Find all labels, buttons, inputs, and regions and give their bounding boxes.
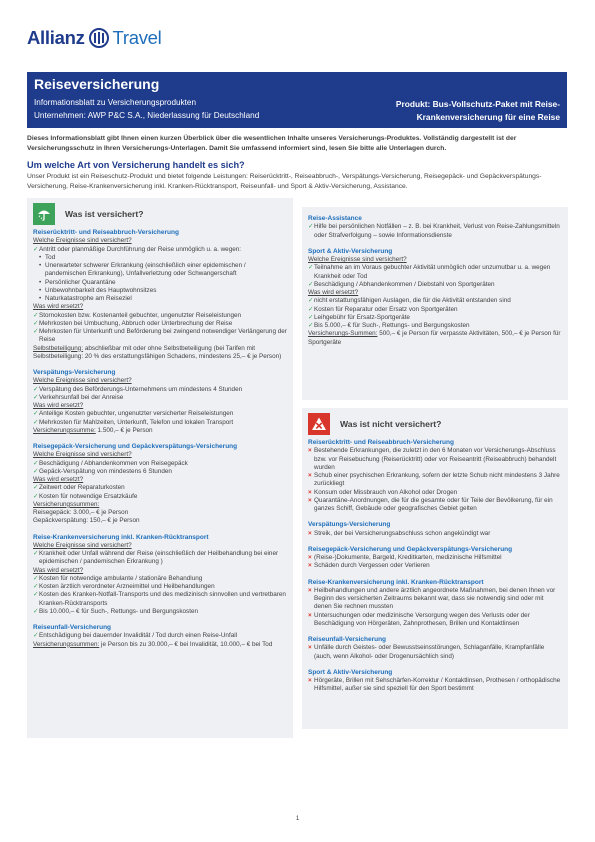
list-item-text: Unbewohnbarkeit des Hauptwohnsitzes xyxy=(45,286,157,294)
check-icon: ✓ xyxy=(33,418,39,426)
question-title: Um welche Art von Versicherung handelt es sich? xyxy=(27,160,245,170)
insured-panel-continued xyxy=(302,207,568,400)
list-item xyxy=(33,550,287,567)
list-item xyxy=(33,279,287,287)
logo-product: Travel xyxy=(112,27,162,48)
check-icon: ✓ xyxy=(33,550,39,557)
subheading: Versicherungssummen: xyxy=(33,500,100,508)
check-icon: ✓ xyxy=(308,223,314,231)
section-heading: Verspätungs-Versicherung xyxy=(33,369,116,376)
spacer xyxy=(33,435,287,440)
check-icon: ✓ xyxy=(308,313,314,321)
not-insured-list xyxy=(308,439,562,694)
list-item-text: Unerwarteter schwerer Erkrankung (einschließlich einer epidemischen / pandemischen Erkrankung), Unfallverletzung oder Schwangerschaft xyxy=(45,262,246,278)
umbrella-icon xyxy=(33,203,55,225)
list-item xyxy=(33,608,287,616)
list-item-text: Anteilige Kosten gebuchter, ungenutzter versicherter Reiseleistungen xyxy=(39,410,234,418)
cross-icon: × xyxy=(308,611,312,619)
list-item-text: Krankheit oder Unfall während der Reise (einschließlich der Heilbehandlung bei einer epidemischen / pandemischen Erkrankung ) xyxy=(39,550,279,566)
list-item xyxy=(308,612,562,629)
info-line: Versicherungssummen: je Person bis zu 30.000,– € bei Invalidität, 10.000,– € bei Tod xyxy=(33,640,273,648)
list-item xyxy=(308,497,562,514)
list-item-text: Gepäck-Verspätung von mindestens 6 Stunden xyxy=(39,467,172,475)
spacer xyxy=(308,240,562,245)
list-item-text: Leihgebühr für Ersatz-Sportgeräte xyxy=(314,313,410,321)
list-item-text: Kosten für Reparatur oder Ersatz von Sportgeräten xyxy=(314,305,458,313)
list-item-text: Verkehrsunfall bei der Anreise xyxy=(39,393,124,401)
list-item-text: nicht erstattungsfähigen Auslagen, die für die Aktivität entstanden sind xyxy=(314,297,511,305)
info-line: Reisegepäck: 3.000,– € je Person xyxy=(33,509,129,516)
info-line: Versicherungssumme: 1.500,– € je Person xyxy=(33,426,153,434)
list-item xyxy=(33,493,287,501)
list-item-text: Naturkatastrophe am Reiseziel xyxy=(45,295,132,302)
list-item-text: (Reise-)Dokumente, Bargeld, Kreditkarten, medizinische Hilfsmittel xyxy=(314,554,502,561)
banner-product: Produkt: Bus-Vollschutz-Paket mit Reise-Krankenversicherung für eine Reise xyxy=(395,99,560,122)
check-icon: ✓ xyxy=(33,459,39,467)
title-banner xyxy=(27,72,567,128)
cross-icon: × xyxy=(308,644,312,652)
check-icon: ✓ xyxy=(308,264,314,272)
check-icon: ✓ xyxy=(33,467,39,475)
list-item-text: Bestehende Erkrankungen, die zuletzt in den 6 Monaten vor Versicherungs-Abschluss bzw. vor Reisebuchung (Reiserücktritt) oder vor Reiseantritt (Reiseabbruch) behandelt wurden xyxy=(314,447,557,471)
not-insured-panel xyxy=(302,408,568,729)
list-item xyxy=(33,254,287,262)
bullet-icon: • xyxy=(39,295,42,302)
list-item xyxy=(308,530,562,538)
check-icon: ✓ xyxy=(33,583,39,590)
list-item xyxy=(308,644,562,661)
insured-list xyxy=(33,229,287,649)
check-icon: ✓ xyxy=(33,484,39,492)
not-insured-heading: Was ist nicht versichert? xyxy=(340,418,442,429)
not-insured-header xyxy=(308,413,562,435)
list-item xyxy=(308,281,562,289)
list-item xyxy=(308,306,562,314)
list-item xyxy=(33,460,287,468)
cross-icon: × xyxy=(308,488,312,496)
list-item xyxy=(308,472,562,489)
section-heading: Reiseunfall-Versicherung xyxy=(33,624,112,631)
cross-icon: × xyxy=(308,472,312,479)
list-item-text: Quarantäne-Anordnungen, die für die gesamte oder für Teile der Bevölkerung, für ein ganzes Schiff, Gebäude oder geografisches Gebiet gelten xyxy=(314,496,553,512)
check-icon: ✓ xyxy=(308,297,314,305)
warning-icon xyxy=(308,413,330,435)
list-item xyxy=(33,468,287,476)
list-item xyxy=(33,246,287,254)
list-item-text: Entschädigung bei dauernder Invalidität / Tod durch einen Reise-Unfall xyxy=(39,632,238,640)
check-icon: ✓ xyxy=(33,410,39,418)
check-icon: ✓ xyxy=(308,322,314,329)
list-item-text: Kosten des Kranken-Notfall-Transports und des medizinisch sinnvollen und vertretbaren Kranken-Rücktransports xyxy=(39,591,286,607)
bullet-icon: • xyxy=(39,262,42,269)
check-icon: ✓ xyxy=(33,311,39,319)
list-item-text: Teilnahme an im Voraus gebuchter Aktivität unmöglich oder unzumutbar u. a. wegen Krankheit oder Tod xyxy=(314,264,551,280)
cross-icon: × xyxy=(308,554,312,561)
intro-text: Dieses Informationsblatt gibt Ihnen einen kurzen Überblick über die wesentlichen Inhalte unseres Versicherungs-Produktes. Vollständig dargestellt ist der Versicherungsschutz in Ihren Versicherungs-Unterlagen. Damit Sie umfassend informiert sind, lesen Sie bitte alle Unterlagen durch. xyxy=(27,135,517,152)
list-item-text: Untersuchungen oder medizinische Versorgung wegen des Verlusts oder der Beschädigung von Hörgeräten, Zahnprothesen, Brillen und Kontaktlinsen xyxy=(314,611,530,627)
list-item-text: Streik, der bei Versicherungsabschluss schon angekündigt war xyxy=(314,529,491,537)
allianz-travel-logo xyxy=(27,26,161,50)
spacer xyxy=(308,538,562,543)
section-heading: Reisegepäck-Versicherung und Gepäckverspätungs-Versicherung xyxy=(33,443,238,450)
cross-icon: × xyxy=(308,447,312,455)
list-item xyxy=(308,489,562,497)
info-line: Gepäckverspätung: 150,– € je Person xyxy=(33,517,140,525)
spacer xyxy=(308,513,562,518)
info-line: Selbstbeteiligung: abschließbar mit oder ohne Selbstbeteiligung (bei Tarifen mit Selbstbeteiligung: 20 % des erstattungsfähigen Schadens, mindestens 25,– € je Person) xyxy=(33,344,282,360)
list-item-text: Bis 10.000,– € für Such-, Rettungs- und Bergungskosten xyxy=(39,607,199,615)
section-heading: Reiserücktritt- und Reiseabbruch-Versicherung xyxy=(33,229,179,236)
section-heading: Sport & Aktiv-Versicherung xyxy=(308,668,393,676)
list-item-text: Unfälle durch Geistes- oder Bewusstseinsstörungen, Schlaganfälle, Krampfanfälle (auch, wenn Alkohol- oder Drogenursächlich sind) xyxy=(314,644,545,660)
check-icon: ✓ xyxy=(33,245,39,253)
list-item-text: Konsum oder Missbrauch von Alkohol oder Drogen xyxy=(314,488,458,496)
spacer xyxy=(33,361,287,366)
list-item xyxy=(33,394,287,402)
list-item xyxy=(308,677,562,694)
allianz-eagle-icon xyxy=(89,28,109,48)
check-icon: ✓ xyxy=(308,280,314,288)
section-heading: Reiserücktritt- und Reiseabbruch-Versicherung xyxy=(308,439,454,446)
list-item xyxy=(308,264,562,281)
subheading: Was wird ersetzt? xyxy=(308,289,359,296)
banner-company: Unternehmen: AWP P&C S.A., Niederlassung für Deutschland xyxy=(34,111,260,120)
section-heading: Verspätungs-Versicherung xyxy=(308,521,391,529)
list-item xyxy=(33,295,287,303)
section-heading: Reiseunfall-Versicherung xyxy=(308,636,387,643)
check-icon: ✓ xyxy=(308,305,314,313)
page-number: 1 xyxy=(295,816,300,822)
list-item xyxy=(33,632,287,640)
list-item-text: Beschädigung / Abhandenkommen von Reisegepäck xyxy=(39,459,188,467)
list-item xyxy=(33,484,287,492)
list-item-text: Verspätung des Beförderungs-Unternehmens um mindestens 4 Stunden xyxy=(39,385,243,393)
list-item xyxy=(33,410,287,418)
list-item xyxy=(33,328,287,345)
check-icon: ✓ xyxy=(33,492,39,500)
insured-panel xyxy=(27,198,293,738)
list-item-text: Kosten für notwendige Ersatzkäufe xyxy=(39,492,138,500)
list-item-text: Schäden durch Vergessen oder Verlieren xyxy=(314,562,430,570)
spacer xyxy=(308,628,562,633)
list-item-text: Kosten für notwendige ambulante / stationäre Behandlung xyxy=(39,574,203,582)
list-item xyxy=(308,322,562,330)
check-icon: ✓ xyxy=(33,319,39,327)
cross-icon: × xyxy=(308,586,312,594)
list-item xyxy=(33,312,287,320)
info-line: Versicherungs-Summen: 500,– € je Person für verpasste Aktivitäten, 500,– € je Person für Sportgeräte xyxy=(308,330,561,346)
section-heading: Reise-Krankenversicherung inkl. Kranken-Rücktransport xyxy=(33,533,209,541)
section-heading: Reise-Assistance xyxy=(308,215,362,222)
insured-list-continued xyxy=(308,215,562,347)
list-item-text: Tod xyxy=(45,253,56,261)
subheading: Was wird ersetzt? xyxy=(33,402,84,409)
check-icon: ✓ xyxy=(33,393,39,401)
spacer xyxy=(33,616,287,621)
list-item xyxy=(33,287,287,295)
list-item-text: Bis 5.000,– € für Such-, Rettungs- und Bergungskosten xyxy=(314,322,470,329)
list-item-text: Zeitwert oder Reparaturkosten xyxy=(39,484,125,492)
subheading: Was wird ersetzt? xyxy=(33,303,84,311)
list-item xyxy=(33,583,287,591)
list-item-text: Mehrkosten für Mahlzeiten, Unterkunft, Telefon und lokalen Transport xyxy=(39,418,234,426)
bullet-icon: • xyxy=(39,278,42,286)
cross-icon: × xyxy=(308,677,312,684)
list-item xyxy=(308,297,562,305)
list-item-text: Hilfe bei persönlichen Notfällen – z. B. bei Krankheit, Verlust von Reise-Zahlungsmitteln oder Strafverfolgung – sowie Informationsdienste xyxy=(314,223,560,239)
subheading: Welche Ereignisse sind versichert? xyxy=(33,541,132,549)
check-icon: ✓ xyxy=(33,574,39,582)
insured-header xyxy=(33,203,287,225)
check-icon: ✓ xyxy=(33,591,39,599)
spacer xyxy=(308,661,562,666)
list-item-text: Persönlicher Quarantäne xyxy=(45,278,116,286)
list-item xyxy=(308,562,562,570)
list-item-text: Schub einer psychischen Erkrankung, sofern der letzte Schub nicht mindestens 3 Jahre zurückliegt xyxy=(314,472,560,488)
cross-icon: × xyxy=(308,562,312,570)
section-heading: Reise-Krankenversicherung inkl. Kranken-Rücktransport xyxy=(308,578,484,586)
list-item xyxy=(33,320,287,328)
list-item-text: Kosten ärztlich verordneter Arzneimittel und Heilbehandlungen xyxy=(39,583,215,590)
list-item-text: Beschädigung / Abhandenkommen / Diebstahl von Sportgeräten xyxy=(314,280,495,288)
list-item xyxy=(308,587,562,612)
list-item-text: Hörgeräte, Brillen mit Sehschärfen-Korrektur / Kontaktlinsen, Prothesen / orthopädische Hilfsmittel, außer sie sind speziell für den Sport bestimmt xyxy=(314,677,561,693)
list-item xyxy=(308,223,562,240)
list-item xyxy=(33,575,287,583)
bullet-icon: • xyxy=(39,253,42,261)
cross-icon: × xyxy=(308,529,312,537)
section-heading: Sport & Aktiv-Versicherung xyxy=(308,247,393,255)
spacer xyxy=(308,571,562,576)
page-title: Reiseversicherung xyxy=(34,76,160,92)
list-item xyxy=(33,262,287,279)
check-icon: ✓ xyxy=(33,607,39,615)
check-icon: ✓ xyxy=(33,328,39,335)
subheading: Was wird ersetzt? xyxy=(33,566,84,574)
list-item xyxy=(33,591,287,608)
insured-heading: Was ist versichert? xyxy=(65,208,144,219)
list-item-text: Heilbehandlungen und andere ärztlich angeordnete Maßnahmen, bei denen Ihnen vor Beginn des versicherten Zeitraums bekannt war, dass sie notwendig sind oder mit denen Sie rechnen mussten xyxy=(314,586,556,611)
list-item-text: Antritt oder planmäßige Durchführung der Reise unmöglich u. a. wegen: xyxy=(39,245,242,253)
spacer xyxy=(33,526,287,531)
subheading: Welche Ereignisse sind versichert? xyxy=(33,237,132,245)
check-icon: ✓ xyxy=(33,385,39,393)
list-item-text: Mehrkosten für Unterkunft und Beförderung bei zwingend notwendiger Verlängerung der Reise xyxy=(39,328,287,344)
subheading: Welche Ereignisse sind versichert? xyxy=(308,256,407,263)
list-item-text: Stornokosten bzw. Kostenanteil gebuchter, ungenutzter Reiseleistungen xyxy=(39,311,242,319)
subheading: Welche Ereignisse sind versichert? xyxy=(33,377,132,385)
cross-icon: × xyxy=(308,496,312,504)
list-item xyxy=(308,447,562,472)
list-item xyxy=(308,554,562,562)
section-heading: Reisegepäck-Versicherung und Gepäckverspätungs-Versicherung xyxy=(308,545,513,553)
logo-brand: Allianz xyxy=(27,27,85,48)
list-item xyxy=(33,386,287,394)
list-item xyxy=(308,314,562,322)
subheading: Was wird ersetzt? xyxy=(33,476,84,483)
list-item xyxy=(33,419,287,427)
bullet-icon: • xyxy=(39,286,42,294)
banner-subtitle: Informationsblatt zu Versicherungsprodukten xyxy=(34,98,197,107)
subheading: Welche Ereignisse sind versichert? xyxy=(33,451,132,459)
check-icon: ✓ xyxy=(33,632,39,640)
list-item-text: Mehrkosten bei Umbuchung, Abbruch oder Unterbrechung der Reise xyxy=(39,319,233,327)
question-text: Unser Produkt ist ein Reiseschutz-Produkt und bietet folgende Leistungen: Reiserücktritt-, Reiseabbruch-, Verspätungs-Versicherung, Reisegepäck- und Gepäckverspätungs-Versicherung, Reise-Krankenversicherung inkl. Kranken-Rücktransport, Reiseunfall- und Sport & Aktiv-Versicherung, Assistance. xyxy=(27,173,542,190)
